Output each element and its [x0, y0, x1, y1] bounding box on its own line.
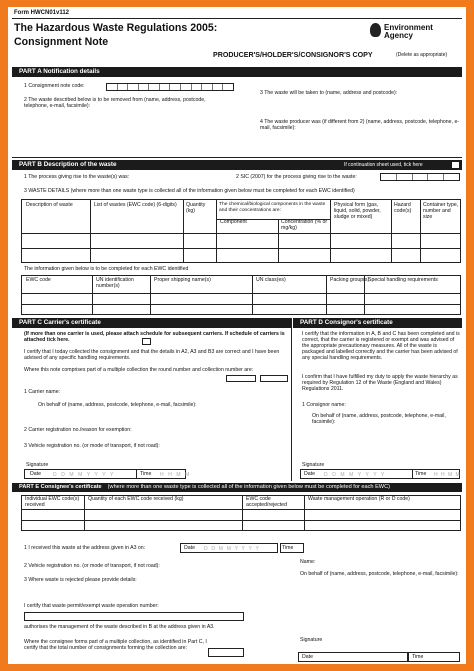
title-line-2: Consignment Note — [14, 36, 109, 48]
col2-shipping-name: Proper shipping name(s) — [154, 277, 211, 283]
part-e-q2: 2 Vehicle registration no. (or mode of transport, if not road): — [24, 563, 160, 569]
part-d-date-label: Date — [304, 471, 315, 477]
e-col-operation: Waste management operation (R or D code) — [308, 496, 410, 502]
part-a-q4: 4 The waste producer was (if different from 2) (name, address, postcode, telephone, e-mail, facsimile): — [260, 119, 460, 131]
part-d-signature: Signature — [302, 462, 325, 468]
part-a-heading: PART A Notification details — [12, 67, 462, 77]
part-c-cert: I certify that I today collected the consignment and that the details in A2, A3 and B3 are correct and I have been advised of any specific handling requirements. — [24, 349, 280, 361]
consignment-note-form — [8, 7, 466, 664]
part-c-heading: PART C Carrier's certificate — [12, 318, 292, 328]
continuation-label: If continuation sheet used, tick here — [344, 162, 423, 168]
part-c-q2: 2 Carrier registration no./reason for exemption: — [24, 427, 132, 433]
part-e-signature: Signature — [300, 637, 323, 643]
part-e-q3: 3 Where waste is rejected please provide details: — [24, 577, 137, 583]
part-c-note: (If more than one carrier is used, please attach schedule for subsequent carriers. If schedule of carriers is attached tick here. — [24, 331, 285, 343]
part-d-cert: I certify that the information in A, B and C has been completed and is correct, that the carrier is registered or exempt and was advised of the appropriate precautionary measures. All of the waste is packaged and labelled correctly and the carrier has been advised of any special handling requirements. — [302, 331, 460, 361]
part-e-time-label: Time — [282, 545, 294, 551]
collection-number-field[interactable] — [260, 375, 288, 382]
form-id: Form HWCN01v112 — [14, 10, 70, 16]
part-e-auth: authorises the management of the waste described in B at the address given in A3. — [24, 624, 215, 630]
part-c-q1: 1 Carrier name: — [24, 389, 61, 395]
col-container: Container type, number and size — [423, 202, 459, 220]
part-e-q1: 1 I received this waste at the address given in A3 on: — [24, 545, 146, 551]
part-b-heading: PART B Description of the waste — [12, 160, 462, 170]
col2-special-handling: Special handling requirements — [368, 277, 438, 283]
part-e-multi: Where the consignee forms part of a multiple collection, as identified in Part C, I certify that the total number of consignments forming the collection are: — [24, 639, 207, 651]
part-c-q3: 3 Vehicle registration no. (or mode of transport, if not road): — [24, 443, 160, 449]
title-line-1: The Hazardous Waste Regulations 2005: — [14, 22, 218, 34]
e-col-accepted: EWC code accepted/rejected — [246, 496, 287, 508]
part-c-date-label: Date — [30, 471, 41, 477]
part-b-q1: 1 The process giving rise to the waste(s) was: — [24, 174, 130, 180]
part-c-behalf: On behalf of (name, address, postcode, telephone, e-mail, facsimile): — [38, 402, 197, 408]
e-col-ewc: Individual EWC code(s) received — [25, 496, 80, 508]
part-e-title: PART E Consignee's certificate — [19, 484, 102, 490]
part-e-bottom-date-label: Date — [302, 654, 313, 660]
part-a-q2: 2 The waste described below is to be removed from (name, address, postcode, telephone, e-mail, facsimile): — [24, 97, 206, 109]
col-hazard-codes: Hazard code(s) — [394, 202, 412, 214]
part-c-time-label: Time — [140, 471, 152, 477]
part-e-heading — [12, 483, 462, 492]
part-a-q3: 3 The waste will be taken to (name, address and postcode): — [260, 90, 398, 96]
part-e-bottom-time-label: Time — [412, 654, 424, 660]
part-e-behalf: On behalf of (name, address, postcode, telephone, e-mail, facsimile): — [300, 571, 459, 577]
part-c-signature: Signature — [26, 462, 49, 468]
part-e-permit: I certify that waste permit/exempt waste operation number: — [24, 603, 159, 609]
col-chemical: The chemical/biological components in the waste and their concentrations are: — [219, 202, 326, 213]
part-d-confirm: I confirm that I have fulfilled my duty to apply the waste hierarchy as required by Regulation 12 of the Waste (England and Wales) Regulations 2011. — [302, 374, 458, 392]
part-d-behalf: On behalf of (name, address, postcode, telephone, e-mail, facsimile): — [312, 413, 446, 425]
consignment-code-field[interactable] — [106, 83, 234, 91]
agency-logo-text: Environment Agency — [384, 23, 433, 41]
col2-un-class: UN class(es) — [256, 277, 286, 283]
col-component: Component — [220, 219, 247, 225]
sic-code-field[interactable] — [380, 173, 460, 181]
col-physical-form: Physical form (gas, liquid, solid, powder, sludge or mixed) — [334, 202, 381, 220]
col-concentration: Concentration (% or mg/kg) — [281, 219, 328, 231]
part-e-date-label: Date — [184, 545, 195, 551]
part-e-sub: (where more than one waste type is collected all of the information given below must be completed for each EWC) — [107, 484, 390, 490]
e-col-quantity: Quantity of each EWC code received (kg) — [88, 496, 184, 502]
crest-icon — [370, 23, 381, 37]
part-b-q3: 3 WASTE DETAILS (where more than one waste type is collected all of the information given below must be completed for each EWC identified) — [24, 188, 355, 194]
part-b-info: The information given below is to be completed for each EWC identified — [24, 266, 189, 272]
total-consignments-field[interactable] — [208, 648, 244, 657]
part-c-time-placeholder: H H M M — [160, 472, 191, 478]
copy-label: PRODUCER'S/HOLDER'S/CONSIGNOR'S COPY — [213, 51, 373, 59]
col2-un-number: UN identification number(s) — [96, 277, 134, 289]
col-description: Description of waste — [26, 202, 73, 208]
header-rule — [12, 18, 462, 19]
part-d-time-label: Time — [415, 471, 427, 477]
copy-note: (Delete as appropriate) — [396, 52, 448, 58]
part-d-q1: 1 Consignor name: — [302, 402, 346, 408]
part-d-heading: PART D Consignor's certificate — [293, 318, 462, 328]
col2-packing-group: Packing group(s) — [330, 277, 370, 283]
round-number-field[interactable] — [226, 375, 256, 382]
part-e-bottom-date-field[interactable] — [298, 652, 408, 662]
part-d-date-placeholder: D D M M Y Y Y Y — [324, 472, 386, 478]
part-c-date-placeholder: D D M M Y Y Y Y — [53, 472, 115, 478]
part-b-q2: 2 SIC (2007) for the process giving rise to the waste: — [236, 174, 357, 180]
part-d-time-placeholder: H H M M — [434, 472, 461, 478]
part-a-rule — [12, 157, 462, 158]
col-quantity: Quantity (kg) — [186, 202, 206, 214]
permit-number-field[interactable] — [24, 612, 244, 621]
part-c-round: Where this note comprises part of a multiple collection the round number and collection number are: — [24, 367, 254, 373]
continuation-checkbox[interactable] — [452, 162, 459, 168]
col2-ewc: EWC code — [26, 277, 51, 283]
col-ewc: List of wastes (EWC code) (6-digits) — [94, 202, 177, 208]
part-e-date-placeholder: D D M M Y Y Y Y — [204, 546, 260, 552]
part-e-name: Name: — [300, 559, 316, 565]
part-a-q1: 1 Consignment note code: — [24, 83, 85, 89]
carrier-schedule-checkbox[interactable] — [142, 338, 151, 345]
